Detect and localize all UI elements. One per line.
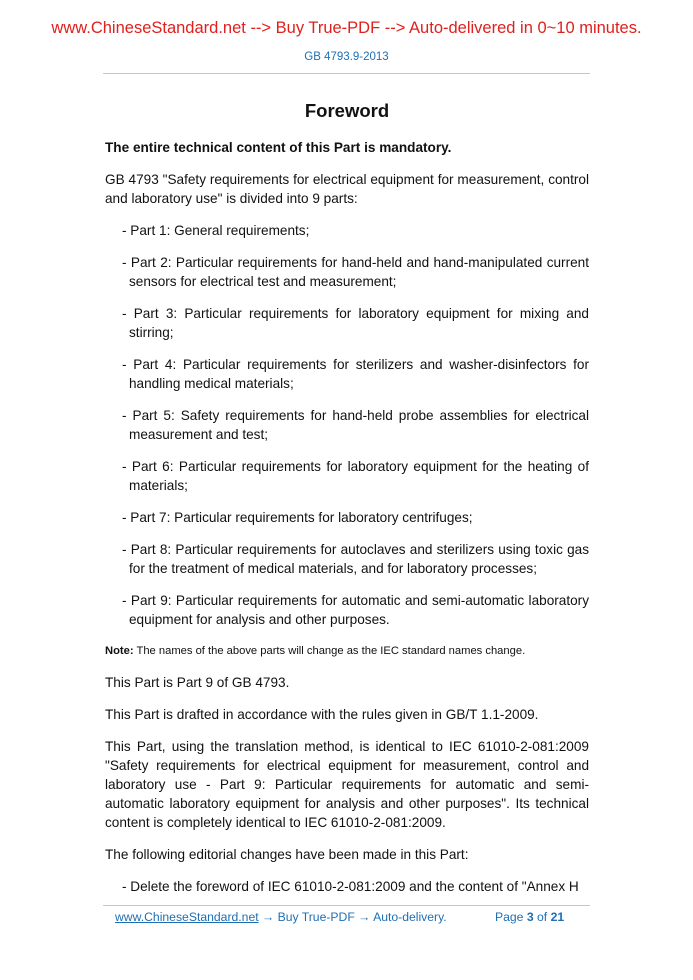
page-label: Page bbox=[495, 910, 524, 924]
document-body bbox=[105, 100, 589, 896]
part-list-item: - Part 2: Particular requirements for hand-held and hand-manipulated current sensors for electrical test and measurement; bbox=[122, 255, 589, 289]
footer-tagline: → Buy True-PDF → Auto-delivery. bbox=[258, 910, 447, 924]
changes-intro: The following editorial changes have been made in this Part: bbox=[105, 847, 469, 862]
part-list-item: - Part 6: Particular requirements for laboratory equipment for the heating of materials; bbox=[122, 459, 589, 493]
intro-paragraph: GB 4793 "Safety requirements for electrical equipment for measurement, control and laboratory use" is divided into 9 parts: bbox=[105, 172, 589, 206]
part-list-item: - Part 3: Particular requirements for laboratory equipment for mixing and stirring; bbox=[122, 306, 589, 340]
header-divider bbox=[103, 73, 590, 74]
promo-banner[interactable]: www.ChineseStandard.net --> Buy True-PDF --> Auto-delivered in 0~10 minutes. bbox=[51, 19, 642, 37]
part-of-paragraph: This Part is Part 9 of GB 4793. bbox=[105, 675, 290, 690]
change-list-item: - Delete the foreword of IEC 61010-2-081:2009 and the content of "Annex H bbox=[122, 879, 579, 894]
part-list-item: - Part 4: Particular requirements for sterilizers and washer-disinfectors for handling medical materials; bbox=[122, 357, 589, 391]
part-list-item: - Part 1: General requirements; bbox=[122, 223, 310, 238]
footer-divider bbox=[103, 905, 590, 906]
note-text: The names of the above parts will change as the IEC standard names change. bbox=[133, 645, 526, 657]
page-of: of bbox=[537, 910, 548, 924]
part-list-item: - Part 7: Particular requirements for laboratory centrifuges; bbox=[122, 510, 473, 525]
page-total: 21 bbox=[550, 910, 565, 924]
page-footer bbox=[115, 910, 590, 924]
footer-link[interactable]: www.ChineseStandard.net bbox=[115, 910, 259, 924]
drafted-paragraph: This Part is drafted in accordance with the rules given in GB/T 1.1-2009. bbox=[105, 707, 539, 722]
mandatory-statement: The entire technical content of this Part is mandatory. bbox=[105, 140, 452, 155]
part-list-item: - Part 5: Safety requirements for hand-held probe assemblies for electrical measurement and test; bbox=[122, 408, 589, 442]
identical-paragraph: This Part, using the translation method, is identical to IEC 61010-2-081:2009 "Safety requirements for electrical equipment for measurement, control and laboratory use - Part 9: Particular requirements for automatic and semi-automatic laboratory equipment for analysis and other purposes". Its technical content is completely identical to IEC 61010-2-081:2009. bbox=[105, 739, 589, 830]
note bbox=[105, 642, 589, 661]
page-title: Foreword bbox=[304, 100, 390, 121]
note-label: Note: bbox=[105, 645, 134, 657]
page-indicator bbox=[495, 910, 564, 924]
page-current: 3 bbox=[526, 910, 534, 924]
part-list-item: - Part 8: Particular requirements for autoclaves and sterilizers using toxic gas for the treatment of medical materials, and for laboratory processes; bbox=[122, 542, 589, 576]
standard-code: GB 4793.9-2013 bbox=[304, 51, 389, 63]
part-list-item: - Part 9: Particular requirements for automatic and semi-automatic laboratory equipment for analysis and other purposes. bbox=[122, 593, 589, 627]
